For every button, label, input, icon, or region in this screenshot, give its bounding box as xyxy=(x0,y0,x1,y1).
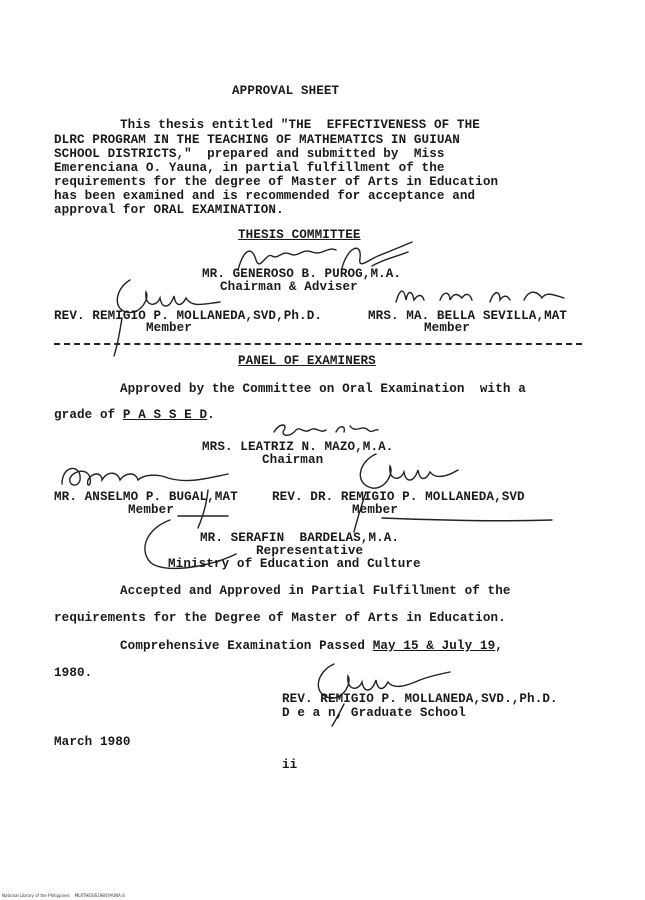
signature-panel-chairman xyxy=(270,418,380,442)
panel-member-2-role: Member xyxy=(352,503,398,517)
intro-line: approval for ORAL EXAMINATION. xyxy=(54,203,284,217)
representative-role: Representative xyxy=(256,544,364,558)
accepted-line-2: requirements for the Degree of Master of Arts in Education. xyxy=(54,611,506,625)
intro-line: This thesis entitled "THE EFFECTIVENESS OF THE xyxy=(120,118,480,132)
panel-chairman-role: Chairman xyxy=(262,453,324,467)
intro-line: SCHOOL DISTRICTS," prepared and submitted by Miss xyxy=(54,147,445,161)
grade-prefix: grade of xyxy=(54,408,123,422)
approved-line-2 xyxy=(54,408,215,423)
comprehensive-dates: May 15 & July 19 xyxy=(372,639,496,653)
grade-value: P A S S E D xyxy=(122,408,208,422)
representative-name: MR. SERAFIN BARDELAS,M.A. xyxy=(200,531,400,545)
section-divider xyxy=(54,343,582,345)
dean-title: D e a n, Graduate School xyxy=(282,706,466,720)
footer-text: National Library of the Philippines MLRTHESIS1980YAUNA iii xyxy=(2,893,126,898)
panel-heading: PANEL OF EXAMINERS xyxy=(238,354,376,368)
committee-member-2-name: MRS. MA. BELLA SEVILLA,MAT xyxy=(368,309,568,323)
representative-ministry: Ministry of Education and Culture xyxy=(168,557,421,571)
committee-member-1-name: REV. REMIGIO P. MOLLANEDA,SVD,Ph.D. xyxy=(54,309,323,323)
thesis-committee-heading: THESIS COMMITTEE xyxy=(238,228,361,242)
committee-member-2-role: Member xyxy=(424,321,470,335)
panel-member-1-name: MR. ANSELMO P. BUGAL,MAT xyxy=(54,490,238,504)
dean-name: REV. REMIGIO P. MOLLANEDA,SVD.,Ph.D. xyxy=(282,692,558,706)
signature-committee-member-2 xyxy=(392,282,572,310)
intro-line: Emerenciana O. Yauna, in partial fulfillment of the xyxy=(54,161,445,175)
approved-line-1: Approved by the Committee on Oral Examination with a xyxy=(120,382,526,396)
page-title: APPROVAL SHEET xyxy=(232,84,340,98)
panel-member-1-role: Member xyxy=(128,503,174,517)
page-number: ii xyxy=(282,758,298,772)
intro-line: requirements for the degree of Master of Arts in Education xyxy=(54,175,499,189)
intro-line: DLRC PROGRAM IN THE TEACHING OF MATHEMATICS IN GUIUAN xyxy=(54,133,460,147)
document-date: March 1980 xyxy=(54,735,131,749)
comprehensive-suffix: , xyxy=(495,639,503,653)
intro-line: has been examined and is recommended for acceptance and xyxy=(54,189,476,203)
committee-member-1-role: Member xyxy=(146,321,192,335)
panel-member-2-name: REV. DR. REMIGIO P. MOLLANEDA,SVD xyxy=(272,490,525,504)
panel-chairman-name: MRS. LEATRIZ N. MAZO,M.A. xyxy=(202,440,394,454)
accepted-line-1: Accepted and Approved in Partial Fulfillment of the xyxy=(120,584,511,598)
exam-year: 1980. xyxy=(54,666,93,680)
comprehensive-prefix: Comprehensive Examination Passed xyxy=(120,639,373,653)
committee-chairman-role: Chairman & Adviser xyxy=(220,280,358,294)
grade-suffix: . xyxy=(207,408,215,422)
committee-chairman-name: MR. GENEROSO B. PUROG,M.A. xyxy=(202,267,402,281)
